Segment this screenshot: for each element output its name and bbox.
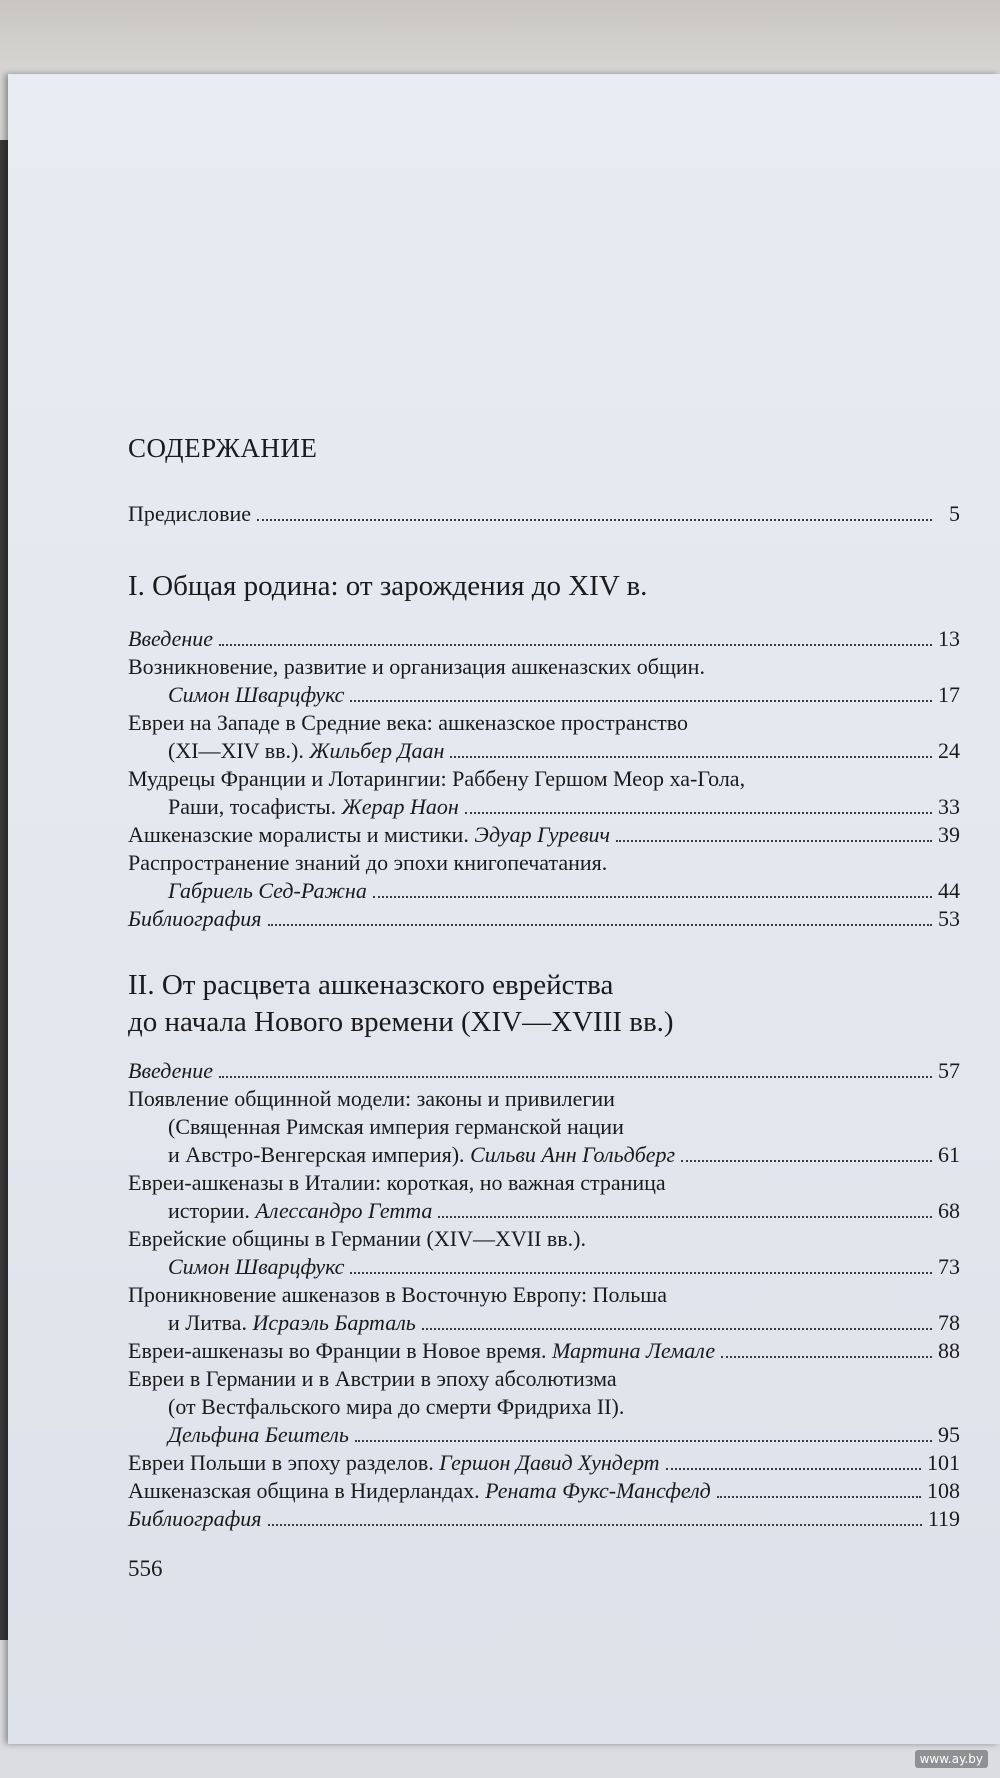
- entry-title: [168, 737, 444, 765]
- entry-line: [128, 1113, 960, 1141]
- entry-title: [128, 1505, 262, 1533]
- page-number: 78: [938, 1310, 960, 1335]
- entry-title: [128, 905, 262, 933]
- entry-last-line: [128, 1057, 960, 1085]
- toc-entry: [128, 1365, 960, 1449]
- entry-author: Жерар Наон: [341, 794, 459, 819]
- toc-entry: [128, 1281, 960, 1337]
- entry-title: [168, 1141, 675, 1169]
- entry-text: Евреи в Германии и в Австрии в эпоху абсолютизма: [128, 1366, 617, 1391]
- page-number: 119: [927, 1506, 960, 1531]
- entry-last-line: [128, 1477, 960, 1505]
- entry-last-line: [128, 737, 960, 765]
- toc-entry: [128, 709, 960, 765]
- entry-title: [128, 710, 688, 735]
- entry-author: Симон Шварцфукс: [168, 682, 345, 707]
- section-title: [128, 967, 960, 1041]
- entry-text: Распространение знаний до эпохи книгопечатания.: [128, 850, 608, 875]
- entry-author: Исраэль Барталь: [252, 1310, 416, 1335]
- entry-text: Евреи-ашкеназы во Франции в Новое время.: [128, 1338, 553, 1363]
- page-number: 61: [938, 1142, 960, 1167]
- entry-line: [128, 653, 960, 681]
- page-number: 57: [938, 1058, 960, 1083]
- toc-entry-preface: [128, 500, 960, 528]
- entry-text: Еврейские общины в Германии (XIV—XVII вв.).: [128, 1226, 586, 1251]
- folio-number: 556: [128, 1556, 163, 1581]
- toc-entry: [128, 653, 960, 709]
- toc-entry: [128, 1085, 960, 1169]
- table-of-contents: [128, 428, 960, 1533]
- page-number: 17: [938, 682, 960, 707]
- entry-last-line: [128, 681, 960, 709]
- entry-title: [168, 877, 367, 905]
- entry-author: Гершон Давид Хундерт: [439, 1450, 660, 1475]
- entry-title: [128, 1226, 586, 1251]
- entry-title: [168, 793, 459, 821]
- page-number: 73: [938, 1254, 960, 1279]
- entry-title: [168, 1253, 344, 1281]
- entry-title: [168, 1309, 416, 1337]
- entry-line: [128, 1393, 960, 1421]
- entry-last-line: [128, 1505, 960, 1533]
- dot-leader: [450, 756, 932, 758]
- entry-text: (XI—XIV вв.).: [168, 738, 310, 763]
- entry-title: [168, 1197, 432, 1225]
- page-number: 24: [938, 738, 960, 763]
- entry-title: [168, 1114, 624, 1139]
- entry-text: (от Вестфальского мира до смерти Фридриха II).: [168, 1394, 625, 1419]
- entry-text: Ашкеназские моралисты и мистики.: [128, 822, 475, 847]
- toc-entry: [128, 765, 960, 821]
- dot-leader: [681, 1160, 932, 1162]
- entry-title: [128, 625, 213, 653]
- entry-line: [128, 709, 960, 737]
- entry-text: Евреи Польши в эпоху разделов.: [128, 1450, 440, 1475]
- entry-last-line: [128, 1253, 960, 1281]
- entry-line: [128, 1169, 960, 1197]
- page-number: 95: [938, 1422, 960, 1447]
- entry-last-line: [128, 1141, 960, 1169]
- entry-line: [128, 1281, 960, 1309]
- entry-title: [128, 1449, 660, 1477]
- entry-text: истории.: [168, 1198, 256, 1223]
- dot-leader: [465, 812, 932, 814]
- page-number: 68: [938, 1198, 960, 1223]
- toc-entry: [128, 1449, 960, 1477]
- entry-author: Габриель Сед-Ражна: [168, 878, 367, 903]
- section-title-line: до начала Нового времени (XIV—XVIII вв.): [128, 1006, 674, 1038]
- entry-title: [168, 1394, 624, 1419]
- watermark: www.ay.by: [915, 1750, 988, 1768]
- entry-author: Эдуар Гуревич: [474, 822, 611, 847]
- toc-sections: [128, 568, 960, 1533]
- page-number: 39: [938, 822, 960, 847]
- entry-last-line: [128, 821, 960, 849]
- entry-author: Рената Фукс-Мансфелд: [485, 1478, 711, 1503]
- entry-title: [128, 766, 745, 791]
- dot-leader: [257, 519, 932, 521]
- toc-entry: [128, 1505, 960, 1533]
- entry-author: Сильви Анн Гольдберг: [470, 1142, 676, 1167]
- entry-text: и Австро-Венгерская империя).: [168, 1142, 471, 1167]
- entry-title: [128, 850, 607, 875]
- dot-leader: [717, 1496, 921, 1498]
- toc-entry: [128, 1057, 960, 1085]
- dot-leader: [219, 644, 932, 646]
- section-title: [128, 568, 960, 605]
- toc-entry: [128, 1169, 960, 1225]
- entry-italic-label: Введение: [128, 1058, 214, 1083]
- toc-entry: [128, 1337, 960, 1365]
- page-number: 53: [938, 906, 960, 931]
- dot-leader: [268, 924, 932, 926]
- entry-title: [128, 1366, 617, 1391]
- entry-title: [128, 1337, 715, 1365]
- dot-leader: [616, 840, 932, 842]
- section-title-line: I. Общая родина: от зарождения до XIV в.: [128, 570, 648, 602]
- entry-line: [128, 1365, 960, 1393]
- entry-last-line: [128, 1309, 960, 1337]
- dot-leader: [666, 1468, 921, 1470]
- entry-line: [128, 849, 960, 877]
- entry-text: Раши, тосафисты.: [168, 794, 342, 819]
- entry-text: (Священная Римская империя германской нации: [168, 1114, 624, 1139]
- dot-leader: [350, 700, 932, 702]
- dot-leader: [268, 1524, 922, 1526]
- toc-entry: [128, 1477, 960, 1505]
- entry-author: Дельфина Бештель: [168, 1422, 349, 1447]
- entry-text: и Литва.: [168, 1310, 253, 1335]
- entry-author: Жильбер Даан: [309, 738, 445, 763]
- entry-last-line: [128, 1197, 960, 1225]
- dot-leader: [422, 1328, 932, 1330]
- dot-leader: [373, 896, 932, 898]
- dot-leader: [350, 1272, 932, 1274]
- entry-text: Появление общинной модели: законы и привилегии: [128, 1086, 615, 1111]
- entry-line: [128, 1085, 960, 1113]
- toc-entry: [128, 1225, 960, 1281]
- entry-italic-label: Введение: [128, 626, 214, 651]
- entry-title: [128, 1282, 667, 1307]
- entry-text: Евреи на Западе в Средние века: ашкеназское пространство: [128, 710, 689, 735]
- page-number: 101: [927, 1450, 960, 1475]
- dot-leader: [355, 1440, 932, 1442]
- entry-text: Проникновение ашкеназов в Восточную Европу: Польша: [128, 1282, 667, 1307]
- entry-author: Симон Шварцфукс: [168, 1254, 345, 1279]
- entry-title: [168, 681, 344, 709]
- entry-last-line: [128, 793, 960, 821]
- entry-text: Евреи-ашкеназы в Италии: короткая, но важная страница: [128, 1170, 666, 1195]
- toc-entry: [128, 905, 960, 933]
- toc-entry: [128, 821, 960, 849]
- entry-title: [168, 1421, 349, 1449]
- entry-italic-label: Библиография: [128, 1506, 262, 1531]
- entry-last-line: [128, 877, 960, 905]
- entry-last-line: [128, 625, 960, 653]
- page-number: 13: [938, 626, 960, 651]
- entry-text: Возникновение, развитие и организация ашкеназских общин.: [128, 654, 705, 679]
- entry-last-line: [128, 1421, 960, 1449]
- toc-entry: [128, 849, 960, 905]
- dot-leader: [219, 1076, 932, 1078]
- entry-title: [128, 1170, 666, 1195]
- entry-title: [128, 654, 705, 679]
- page-number: 33: [938, 794, 960, 819]
- entry-text: Ашкеназская община в Нидерландах.: [128, 1478, 486, 1503]
- entry-title: [128, 1057, 213, 1085]
- entry-title: [128, 1086, 615, 1111]
- page-number: 88: [938, 1338, 960, 1363]
- entry-last-line: [128, 1449, 960, 1477]
- entry-author: Алессандро Гетта: [255, 1198, 433, 1223]
- page-number: 5: [949, 501, 960, 526]
- entry-last-line: [128, 1337, 960, 1365]
- dot-leader: [438, 1216, 932, 1218]
- entry-title: [128, 821, 610, 849]
- entry-italic-label: Библиография: [128, 906, 262, 931]
- section-title-line: II. От расцвета ашкеназского еврейства: [128, 969, 614, 1001]
- dot-leader: [721, 1356, 932, 1358]
- entry-title: [128, 1477, 711, 1505]
- page-number: 108: [927, 1478, 960, 1503]
- page-number: 44: [938, 878, 960, 903]
- toc-heading: СОДЕРЖАНИЕ: [128, 433, 318, 463]
- entry-line: [128, 765, 960, 793]
- entry-text: Мудрецы Франции и Лотарингии: Раббену Гершом Меор ха-Гола,: [128, 766, 746, 791]
- entry-line: [128, 1225, 960, 1253]
- entry-title: Предисловие: [128, 501, 251, 526]
- entry-last-line: [128, 905, 960, 933]
- toc-entry: [128, 625, 960, 653]
- entry-author: Мартина Лемале: [552, 1338, 716, 1363]
